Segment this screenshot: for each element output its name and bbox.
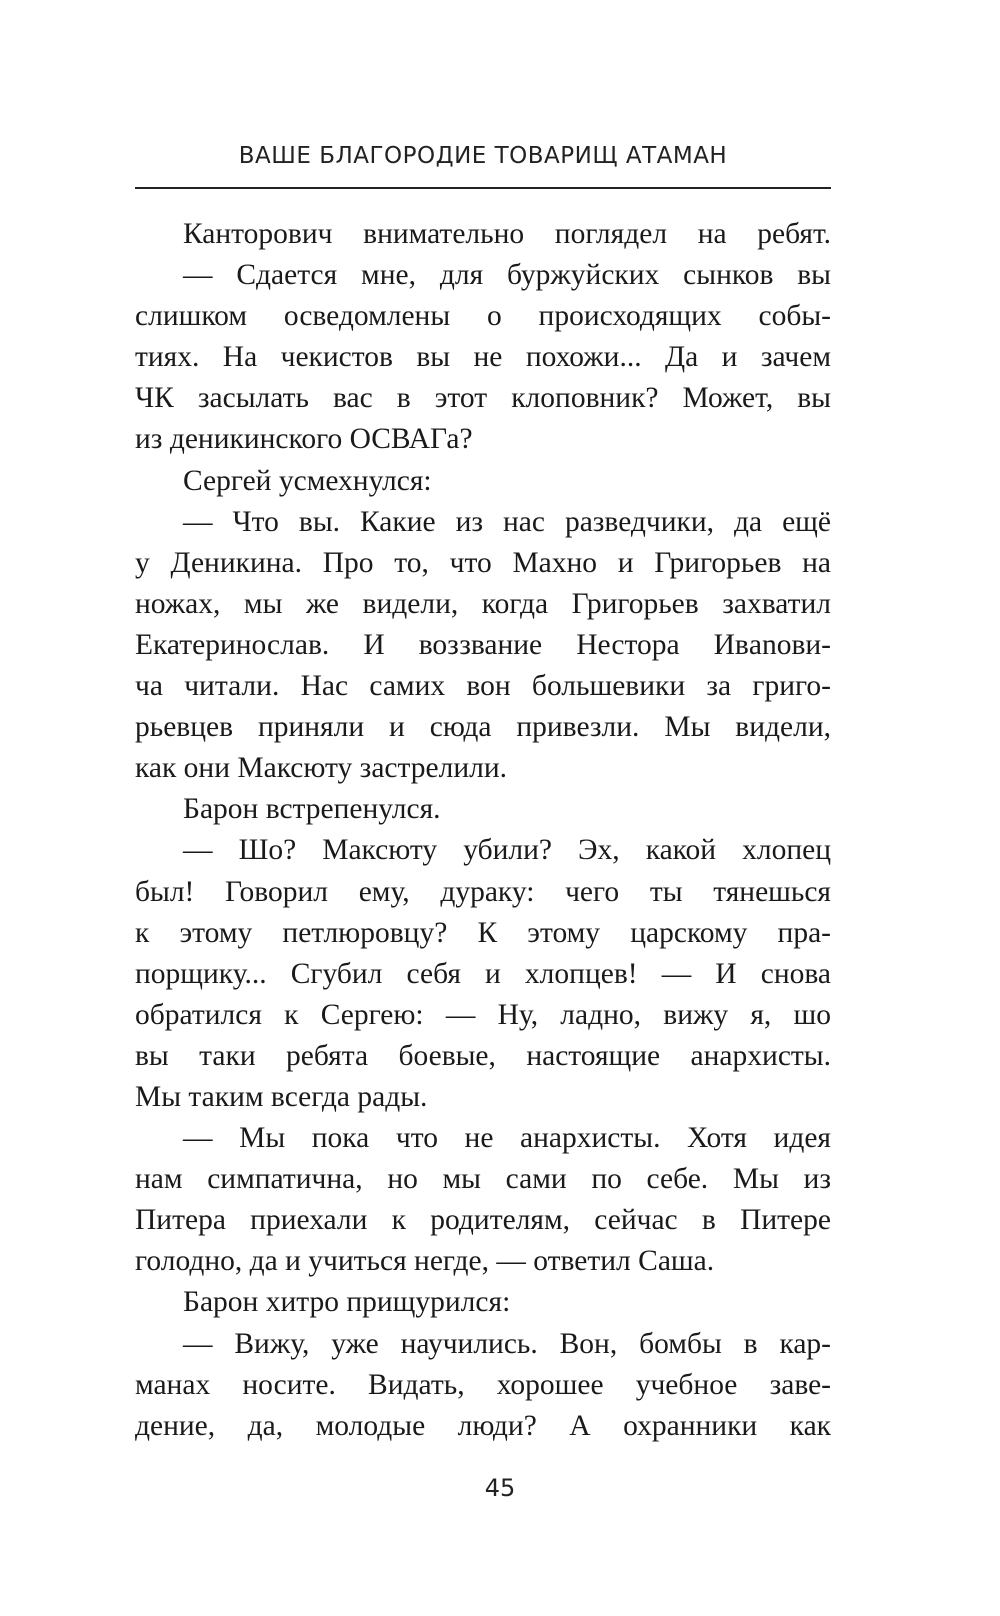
text-line: Сергей усмехнулся:: [183, 464, 432, 497]
text-line: Канторович внимательно поглядел на ребят.: [183, 218, 831, 250]
text-line: у Деникина. Про то, что Махно и Григорьев на: [135, 546, 831, 579]
text-line: — Вижу, уже научились. Вон, бомбы в кар-: [183, 1327, 831, 1360]
text-line: обратился к Сергею: — Ну, ладно, вижу я, шо: [135, 998, 831, 1031]
text-line: нам симпатична, но мы сами по себе. Мы из: [135, 1163, 831, 1196]
text-line: — Что вы. Какие из нас разведчики, да ещё: [183, 505, 831, 538]
text-line: вы таки ребята боевые, настоящие анархисты.: [135, 1039, 831, 1072]
text-line: ЧК засылать вас в этот клоповник? Может, вы: [135, 382, 831, 415]
text-line: ча читали. Нас самих вон большевики за григо-: [135, 670, 831, 703]
text-line: — Сдается мне, для буржуйских сынков вы: [183, 259, 831, 292]
text-line: дение, да, молодые люди? А охранники как: [135, 1409, 831, 1442]
text-line: ножах, мы же видели, когда Григорьев захватил: [135, 587, 831, 620]
text-line: тиях. На чекистов вы не похожи... Да и зачем: [135, 341, 831, 374]
text-line: — Шо? Максюту убили? Эх, какой хлопец: [183, 834, 831, 867]
text-line: Питера приехали к родителям, сейчас в Питере: [135, 1204, 831, 1237]
text-line: как они Максюту застрелили.: [135, 752, 508, 785]
text-line: из деникинского ОСВАГа?: [135, 423, 473, 456]
text-line: голодно, да и учиться негде, — ответил Саша.: [135, 1245, 715, 1278]
text-line: манах носите. Видать, хорошее учебное заве-: [135, 1368, 831, 1401]
page-number: 45: [484, 1474, 516, 1502]
text-line: Барон встрепенулся.: [183, 793, 441, 826]
text-line: порщику... Сгубил себя и хлопцев! — И снова: [135, 957, 831, 990]
text-line: Мы таким всегда рады.: [135, 1080, 428, 1113]
text-line: — Мы пока что не анархисты. Хотя идея: [183, 1122, 831, 1155]
text-line: Барон хитро прищурился:: [183, 1286, 511, 1319]
text-line: рьевцев приняли и сюда привезли. Мы видели,: [135, 711, 831, 744]
text-line: к этому петлюровцу? К этому царскому пра-: [135, 916, 831, 949]
text-line: Екатеринослав. И воззвание Нестора Ивanови-: [135, 628, 831, 661]
text-line: был! Говорил ему, дураку: чего ты тянешься: [135, 875, 831, 908]
page-body: [135, 214, 831, 1447]
running-header: ВАШЕ БЛАГОРОДИЕ ТОВАРИЩ АТАМАН: [238, 143, 728, 169]
header-rule: [135, 187, 831, 189]
text-line: слишком осведомлены о происходящих собы-: [135, 300, 831, 333]
